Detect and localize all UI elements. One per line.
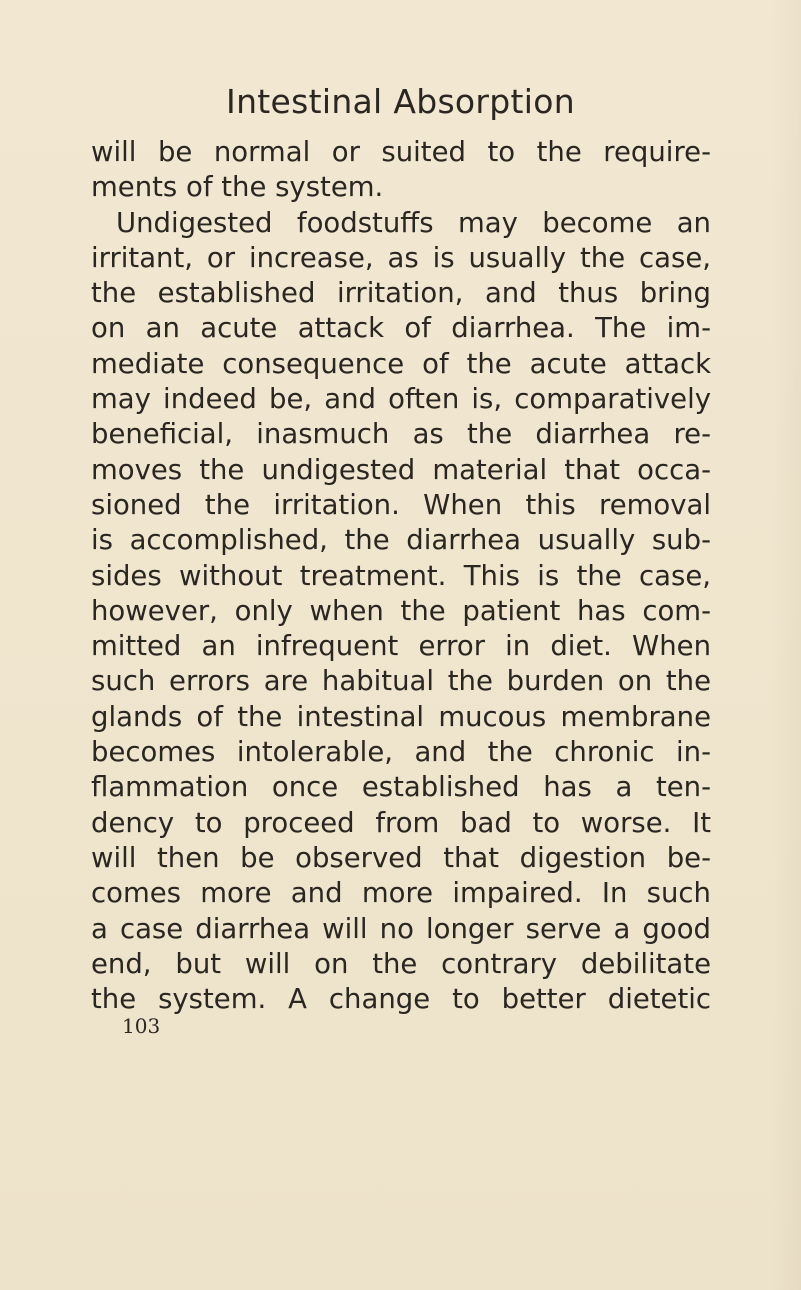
text-line: will be normal or suited to the require- <box>91 136 711 168</box>
page-edge-shadow <box>771 0 801 1290</box>
text-line: mitted an infrequent error in diet. When <box>91 630 711 663</box>
text-line: irritant, or increase, as is usually the case, <box>91 241 711 274</box>
text-line: such errors are habitual the burden on the <box>91 665 711 698</box>
text-line: becomes intolerable, and the chronic in- <box>91 736 711 769</box>
text-line: on an acute attack of diarrhea. The im- <box>91 312 711 345</box>
running-head: Intestinal Absorption <box>226 82 575 121</box>
text-line: a case diarrhea will no longer serve a good <box>91 912 711 945</box>
text-line: the system. A change to better dietetic <box>91 983 711 1016</box>
text-line: ments of the system. <box>91 171 384 204</box>
text-line: will then be observed that digestion be- <box>91 841 711 874</box>
text-line: dency to proceed from bad to worse. It <box>91 806 711 839</box>
text-line: flammation once established has a ten- <box>91 771 711 804</box>
text-line: sides without treatment. This is the case, <box>91 559 711 592</box>
text-line: may indeed be, and often is, comparatively <box>91 383 711 416</box>
text-line: Undigested foodstuffs may become an <box>116 206 711 239</box>
text-line: however, only when the patient has com- <box>91 594 711 627</box>
body-text <box>91 135 711 1017</box>
text-line: is accomplished, the diarrhea usually sub- <box>91 524 711 557</box>
text-line: beneficial, inasmuch as the diarrhea re- <box>91 418 711 451</box>
text-line: comes more and more impaired. In such <box>91 877 711 910</box>
text-line: the established irritation, and thus bring <box>91 277 711 310</box>
text-line: mediate consequence of the acute attack <box>91 347 711 380</box>
text-line: moves the undigested material that occa- <box>91 453 711 486</box>
text-line: end, but will on the contrary debilitate <box>91 947 711 980</box>
text-line: sioned the irritation. When this removal <box>91 488 711 521</box>
page-number: 103 <box>122 1014 161 1038</box>
text-line: glands of the intestinal mucous membrane <box>91 700 711 733</box>
